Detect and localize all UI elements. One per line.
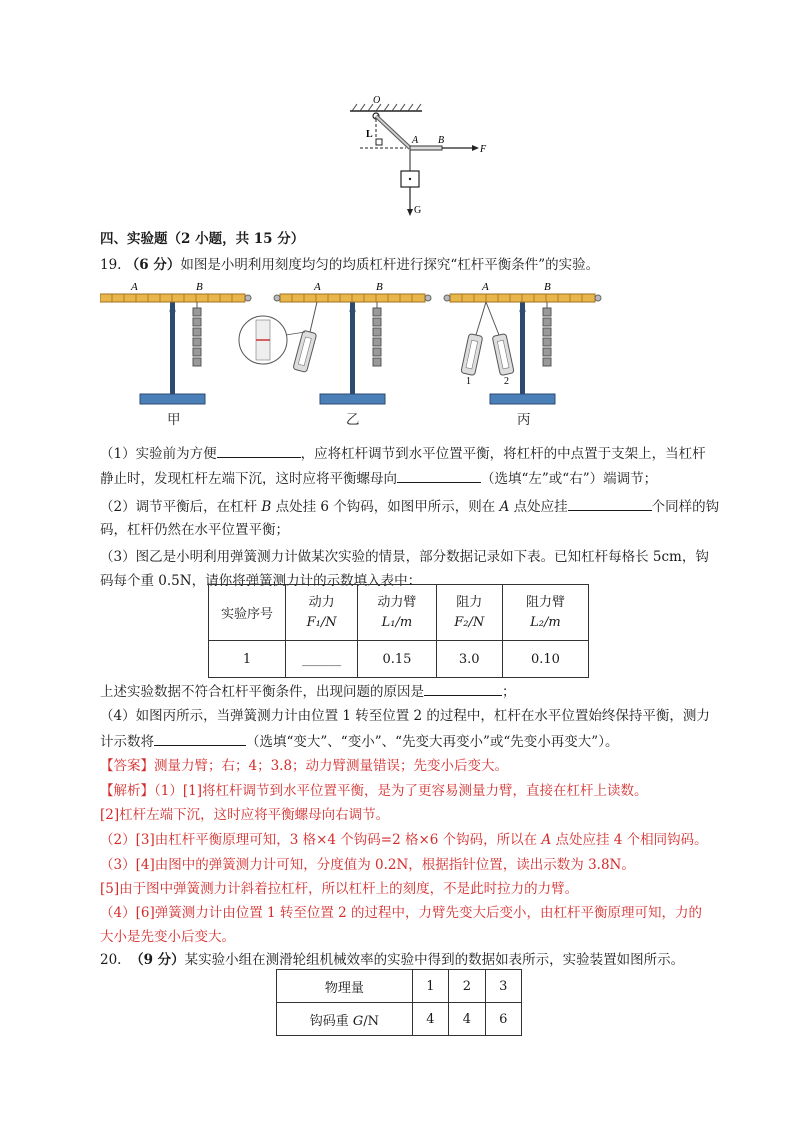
text: （2）[3]由杠杆平衡原理可知，3 格×4 个钩码=2 格×6 个钩码，所以在 <box>100 832 542 848</box>
q19-p2-line2: 码，杠杆仍然在水平位置平衡； <box>100 522 289 538</box>
text: L₁/m <box>381 614 413 630</box>
caption-bing: 丙 <box>517 412 531 428</box>
text: B <box>261 499 272 515</box>
q20-num: 20. <box>100 952 122 968</box>
text: （选填“左”或“右”）端调节； <box>481 471 658 487</box>
fig-label-A-2: A <box>314 281 321 293</box>
q19-num: 19. <box>100 257 122 273</box>
fig-label-pos2: 2 <box>504 376 509 387</box>
section-title: 四、实验题（2 小题，共 15 分） <box>100 231 305 247</box>
q19-p3-line1: （3）图乙是小明利用弹簧测力计做某次实验的情景，部分数据记录如下表。已知杠杆每格长 5cm，钩 <box>100 549 709 565</box>
cell: 0.15 <box>358 641 436 678</box>
blank-4[interactable] <box>424 681 502 696</box>
header-cell <box>436 585 502 641</box>
text: 上述实验数据不符合杠杆平衡条件，出现问题的原因是 <box>100 684 424 700</box>
q19-stem-text: 如图是小明利用刻度均匀的均质杠杆进行探究“杠杆平衡条件”的实验。 <box>180 257 600 273</box>
caption-jia: 甲 <box>167 412 181 428</box>
label-O: O <box>373 95 381 106</box>
text: （2）调节平衡后，在杠杆 <box>100 499 262 515</box>
header-cell <box>209 585 286 641</box>
fig-label-B-2: B <box>376 281 383 293</box>
label-A: A <box>412 135 419 146</box>
text: （1）实验前为方便 <box>100 446 217 462</box>
cell: 6 <box>485 1003 521 1036</box>
text: ，应将杠杆调节到水平位置平衡，将杠杆的中点置于支架上，当杠杆 <box>300 446 706 462</box>
q19-p4-line1: （4）如图丙所示，当弹簧测力计由位置 1 转至位置 2 的过程中，杠杆在水平位置始终保持平衡，测力 <box>100 708 710 724</box>
analysis-line-6: （4）[6]弹簧测力计由位置 1 转至位置 2 的过程中，力臂先变大后变小，由杠杆平衡原理可知，力的 <box>100 905 703 921</box>
text: 静止时，发现杠杆左端下沉，这时应将平衡螺母向 <box>100 471 397 487</box>
cell: 4 <box>449 1003 485 1036</box>
text: 钩码重 <box>309 1013 353 1029</box>
caption-yi: 乙 <box>346 412 360 428</box>
blank-3[interactable] <box>568 496 652 511</box>
answer-text: 测量力臂；右；4；3.8；动力臂测量错误；先变小后变大。 <box>154 758 509 774</box>
text: 点处应挂 <box>509 499 568 515</box>
header-cell <box>358 585 436 641</box>
label-G: G <box>414 205 422 216</box>
label-B: B <box>438 135 445 146</box>
text: ； <box>502 684 516 700</box>
label-F: F <box>480 144 487 155</box>
blank-5[interactable] <box>154 731 246 746</box>
q19-p4-line2 <box>100 731 618 752</box>
text: 阻力 <box>456 594 483 610</box>
analysis-tag: 【解析】 <box>100 783 154 799</box>
answer-line <box>100 756 508 776</box>
text: A <box>541 832 552 848</box>
q20-score: （9 分） <box>130 952 185 968</box>
analysis-line-2: [2]杠杆左端下沉，这时应将平衡螺母向右调节。 <box>100 807 390 823</box>
analysis-line-1 <box>100 781 647 801</box>
header-cell: 2 <box>449 970 485 1003</box>
fig-label-A-1: A <box>131 281 138 293</box>
text: 计示数将 <box>100 734 154 750</box>
analysis-line-7: 大小是先变小后变大。 <box>100 929 235 945</box>
table-row <box>209 585 589 641</box>
q19-score: （6 分） <box>125 257 181 273</box>
text: L₂/m <box>530 614 561 630</box>
text: 动力 <box>308 594 335 610</box>
q19-p3-line2: 码每个重 0.5N，请你将弹簧测力计的示数填入表中： <box>100 573 422 589</box>
text: 点处挂 6 个钩码，如图甲所示，则在 <box>271 499 500 515</box>
blank-2[interactable] <box>397 468 481 483</box>
text: 阻力臂 <box>525 594 565 610</box>
q19-p2-line1 <box>100 496 719 517</box>
header-cell: 3 <box>485 970 521 1003</box>
analysis-line-5: [5]由于图中弹簧测力计斜着拉杠杆，所以杠杆上的刻度，不是此时拉力的力臂。 <box>100 881 579 897</box>
text: （1）[1]将杠杆调节到水平位置平衡，是为了更容易测量力臂，直接在杠杆上读数。 <box>154 783 648 799</box>
fig-label-B-1: B <box>196 281 203 293</box>
table-row <box>277 970 522 1003</box>
analysis-line-4: （3）[4]由图中的弹簧测力计可知，分度值为 0.2N，根据指针位置，读出示数为 3.8N。 <box>100 857 635 873</box>
fig-label-B-3: B <box>544 281 551 293</box>
header-cell <box>502 585 588 641</box>
q19-after-table <box>100 681 516 702</box>
q19-stem <box>100 255 599 275</box>
text: A <box>499 499 510 515</box>
fig-label-A-3: A <box>482 281 489 293</box>
header-cell: 1 <box>412 970 448 1003</box>
text: 点处应挂 4 个相同钩码。 <box>551 832 708 848</box>
table-row <box>277 1003 522 1036</box>
lever-experiment-figures <box>100 280 610 410</box>
answer-tag: 【答案】 <box>100 758 154 774</box>
text: 个同样的钩 <box>651 499 720 515</box>
table-row <box>209 641 589 678</box>
cell-blank[interactable]: ______ <box>285 641 357 678</box>
blank-1[interactable] <box>217 443 301 458</box>
fig-label-pos1: 1 <box>466 376 471 387</box>
text: 实验序号 <box>220 607 273 622</box>
header-cell: 物理量 <box>277 970 413 1003</box>
q20-data-table <box>276 969 522 1036</box>
text: G <box>352 1013 364 1029</box>
q19-p1-line1 <box>100 443 706 464</box>
label-L: L <box>366 129 373 140</box>
cell: 3.0 <box>436 641 502 678</box>
cell: 0.10 <box>502 641 588 678</box>
text: 动力臂 <box>377 594 417 610</box>
lever-force-diagram <box>340 95 490 220</box>
text: （选填“变大”、“变小”、“先变大再变小”或“先变小再变大”）。 <box>246 734 619 750</box>
q20-stem-text: 某实验小组在测滑轮组机械效率的实验中得到的数据如表所示，实验装置如图所示。 <box>184 952 685 968</box>
header-cell <box>285 585 357 641</box>
q19-p1-line2 <box>100 468 657 489</box>
q20-stem <box>100 950 684 970</box>
q19-data-table <box>208 584 589 678</box>
text: /N <box>363 1013 379 1029</box>
text: F₂/N <box>454 614 485 630</box>
analysis-line-3 <box>100 830 708 850</box>
cell: 4 <box>412 1003 448 1036</box>
cell: 1 <box>209 641 286 678</box>
text: F₁/N <box>306 614 337 630</box>
row-label <box>277 1003 413 1036</box>
